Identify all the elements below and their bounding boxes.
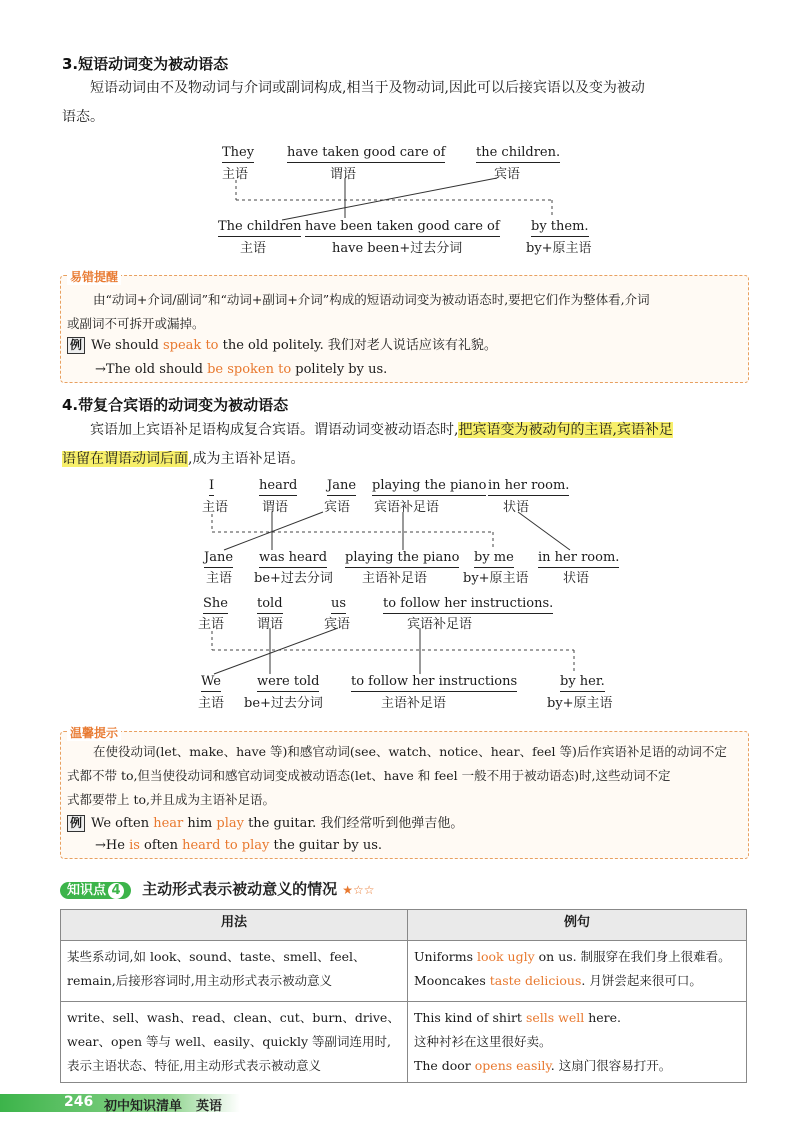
- d3-bottom-en-0: We: [201, 674, 221, 692]
- warm-tip-note: [60, 726, 749, 859]
- note2-example-2: [95, 834, 382, 858]
- d1-top-cn-2: 宾语: [494, 167, 521, 182]
- d2-bottom-en-3: by me: [474, 550, 514, 568]
- footer-book-title: 初中知识清单: [104, 1099, 183, 1114]
- note2-example-1: [67, 812, 463, 836]
- d3-top-en-3: to follow her instructions.: [383, 596, 553, 614]
- d2-top-cn-1: 谓语: [262, 500, 289, 515]
- row2-ex1: [414, 1006, 740, 1030]
- section3-line2: 语态。: [62, 109, 104, 125]
- d2-bottom-en-2: playing the piano: [345, 550, 459, 568]
- d2-top-en-4: in her room.: [488, 478, 569, 496]
- row2-ex1-cn: 这种衬衫在这里很好卖。: [414, 1034, 552, 1049]
- d1-bottom-en-2: by them.: [531, 219, 589, 237]
- row2-ex2-c: . 这扇门很容易打开。: [550, 1058, 672, 1073]
- d1-bottom-cn-1: have been+过去分词: [332, 241, 463, 256]
- d1-top-en-0: They: [222, 145, 254, 163]
- d3-top-cn-0: 主语: [198, 617, 225, 632]
- row1-ex1-b: look ugly: [476, 949, 535, 964]
- d3-bottom-en-2: to follow her instructions: [351, 674, 517, 692]
- note2-ex1-d: play: [216, 816, 244, 831]
- d1-top-cn-0: 主语: [222, 167, 249, 182]
- table-row: [61, 941, 747, 1002]
- note2-ex1-e: the guitar. 我们经常听到他弹吉他。: [243, 816, 464, 831]
- row2-examples: [408, 1002, 747, 1083]
- row2-ex2-a: The door: [414, 1058, 475, 1073]
- d3-bottom-cn-2: 主语补足语: [381, 696, 447, 711]
- table-row: [61, 1002, 747, 1083]
- note2-line3: 式都要带上 to,并且成为主语补足语。: [67, 792, 275, 807]
- d2-top-cn-0: 主语: [202, 500, 229, 515]
- d2-top-cn-2: 宾语: [324, 500, 351, 515]
- d3-top-en-0: She: [203, 596, 228, 614]
- note1-line2: 或副词不可拆开或漏掉。: [67, 316, 205, 331]
- table-header-example: 例句: [408, 910, 747, 941]
- error-prone-tag: 易错提醒: [67, 268, 121, 285]
- d3-top-cn-3: 宾语补足语: [407, 617, 473, 632]
- row1-ex1: [414, 945, 740, 969]
- warm-tip-tag: 温馨提示: [67, 724, 121, 741]
- row2-ex1-a: This kind of shirt: [414, 1010, 526, 1025]
- d3-top-cn-2: 宾语: [324, 617, 351, 632]
- row1-ex2-c: . 月饼尝起来很可口。: [581, 973, 702, 988]
- d2-bottom-cn-4: 状语: [563, 571, 590, 586]
- d1-top-en-2: the children.: [476, 145, 560, 163]
- section4-line1a: 宾语加上宾语补足语构成复合宾语。谓语动词变被动语态时,: [90, 422, 459, 438]
- d1-bottom-cn-0: 主语: [240, 241, 267, 256]
- row1-ex2-b: taste delicious: [489, 973, 582, 988]
- d2-top-cn-4: 状语: [503, 500, 530, 515]
- note1-ex2-b: be spoken to: [207, 362, 292, 377]
- d2-bottom-en-0: Jane: [204, 550, 233, 568]
- note1-ex2-a: →The old should: [95, 362, 208, 377]
- section4-line2a: 语留在谓语动词后面: [62, 451, 188, 467]
- row2-ex2-b: opens easily: [474, 1058, 551, 1073]
- section4-line1b: 把宾语变为被动句的主语,宾语补足: [458, 422, 673, 438]
- example-mark-2: 例: [67, 815, 85, 832]
- note2-ex1-b: hear: [153, 816, 184, 831]
- section3-line1: 短语动词由不及物动词与介词或副词构成,相当于及物动词,因此可以后接宾语以及变为被动: [90, 80, 645, 96]
- row1-ex2-a: Mooncakes: [414, 973, 490, 988]
- row2-ex1-c: here.: [584, 1010, 622, 1025]
- row1-ex2: [414, 969, 740, 993]
- table-header-row: [61, 910, 747, 941]
- note2-ex2-a: →He: [95, 838, 130, 853]
- d2-bottom-cn-3: by+原主语: [463, 571, 529, 586]
- d1-bottom-en-0: The children: [218, 219, 301, 237]
- note2-ex2-b: is: [129, 838, 140, 853]
- d1-top-en-1: have taken good care of: [287, 145, 445, 163]
- d2-top-en-2: Jane: [327, 478, 356, 496]
- d1-bottom-cn-2: by+原主语: [526, 241, 592, 256]
- d3-top-cn-1: 谓语: [257, 617, 284, 632]
- note2-line2: 式都不带 to,但当使役动词和感官动词变成被动语态(let、have 和 feel 一般不用于被动语态)时,这些动词不定: [67, 768, 671, 783]
- note1-ex1-b: speak to: [163, 338, 219, 353]
- section4-heading: 4.带复合宾语的动词变为被动语态: [62, 396, 289, 414]
- knowledge-title: 主动形式表示被动意义的情况: [142, 880, 338, 898]
- row1-ex1-c: on us. 制服穿在我们身上很难看。: [534, 949, 731, 964]
- note1-ex2-c: politely by us.: [291, 362, 388, 377]
- row2-usage: write、sell、wash、read、clean、cut、burn、drive、wear、open 等与 well、easily、quickly 等副词连用时,表示主语状态、特征,用主动形式表示被动意义: [61, 1002, 408, 1083]
- d2-top-cn-3: 宾语补足语: [374, 500, 440, 515]
- note2-ex2-d: heard to play: [182, 838, 270, 853]
- table-header-usage: 用法: [61, 910, 408, 941]
- note1-ex1-a: We should: [91, 338, 163, 353]
- knowledge-point-header: [60, 878, 375, 899]
- d3-bottom-cn-3: by+原主语: [547, 696, 613, 711]
- note1-line1: 由“动词+介词/副词”和“动词+副词+介词”构成的短语动词变为被动语态时,要把它们作为整体看,介词: [93, 292, 650, 307]
- d1-bottom-en-1: have been taken good care of: [305, 219, 500, 237]
- note2-body: [67, 740, 742, 812]
- difficulty-stars-icon: ★☆☆: [342, 883, 375, 897]
- d1-top-cn-1: 谓语: [330, 167, 357, 182]
- d2-top-en-0: I: [209, 478, 214, 496]
- d2-bottom-cn-0: 主语: [206, 571, 233, 586]
- d3-bottom-en-1: were told: [257, 674, 319, 692]
- footer-subject: 英语: [196, 1099, 223, 1114]
- d2-bottom-cn-1: be+过去分词: [254, 571, 333, 586]
- row1-ex1-a: Uniforms: [414, 949, 477, 964]
- row2-ex1-b: sells well: [525, 1010, 585, 1025]
- d3-bottom-cn-0: 主语: [198, 696, 225, 711]
- note2-line1: 在使役动词(let、make、have 等)和感官动词(see、watch、notice、hear、feel 等)后作宾语补足语的动词不定: [93, 744, 727, 759]
- knowledge-badge-label: 知识点: [67, 883, 107, 898]
- note1-ex1-c: the old politely. 我们对老人说话应该有礼貌。: [218, 338, 497, 353]
- d2-top-en-3: playing the piano: [372, 478, 486, 496]
- note2-ex2-e: the guitar by us.: [269, 838, 383, 853]
- row2-ex2: [414, 1054, 740, 1078]
- d2-bottom-en-4: in her room.: [538, 550, 619, 568]
- d2-bottom-en-1: was heard: [259, 550, 327, 568]
- d3-object-to-subject-line: [214, 628, 338, 674]
- note2-ex1-a: We often: [91, 816, 154, 831]
- row1-usage: 某些系动词,如 look、sound、taste、smell、feel、remain,后接形容词时,用主动形式表示被动意义: [61, 941, 408, 1002]
- page-number: 246: [64, 1094, 94, 1110]
- d3-top-en-1: told: [257, 596, 283, 614]
- note2-ex1-c: him: [183, 816, 217, 831]
- section4-line2b: ,成为主语补足语。: [188, 451, 305, 467]
- knowledge-badge: [60, 882, 131, 899]
- section3-heading: 3.短语动词变为被动语态: [62, 55, 229, 73]
- example-mark: 例: [67, 337, 85, 354]
- row1-examples: [408, 941, 747, 1002]
- d2-bottom-cn-2: 主语补足语: [362, 571, 428, 586]
- knowledge-badge-number: 4: [108, 883, 124, 899]
- usage-table: [60, 909, 747, 1083]
- d3-bottom-cn-1: be+过去分词: [244, 696, 323, 711]
- d2-top-en-1: heard: [259, 478, 297, 496]
- d3-top-en-2: us: [331, 596, 346, 614]
- note2-ex2-c: often: [139, 838, 183, 853]
- d3-bottom-en-3: by her.: [560, 674, 605, 692]
